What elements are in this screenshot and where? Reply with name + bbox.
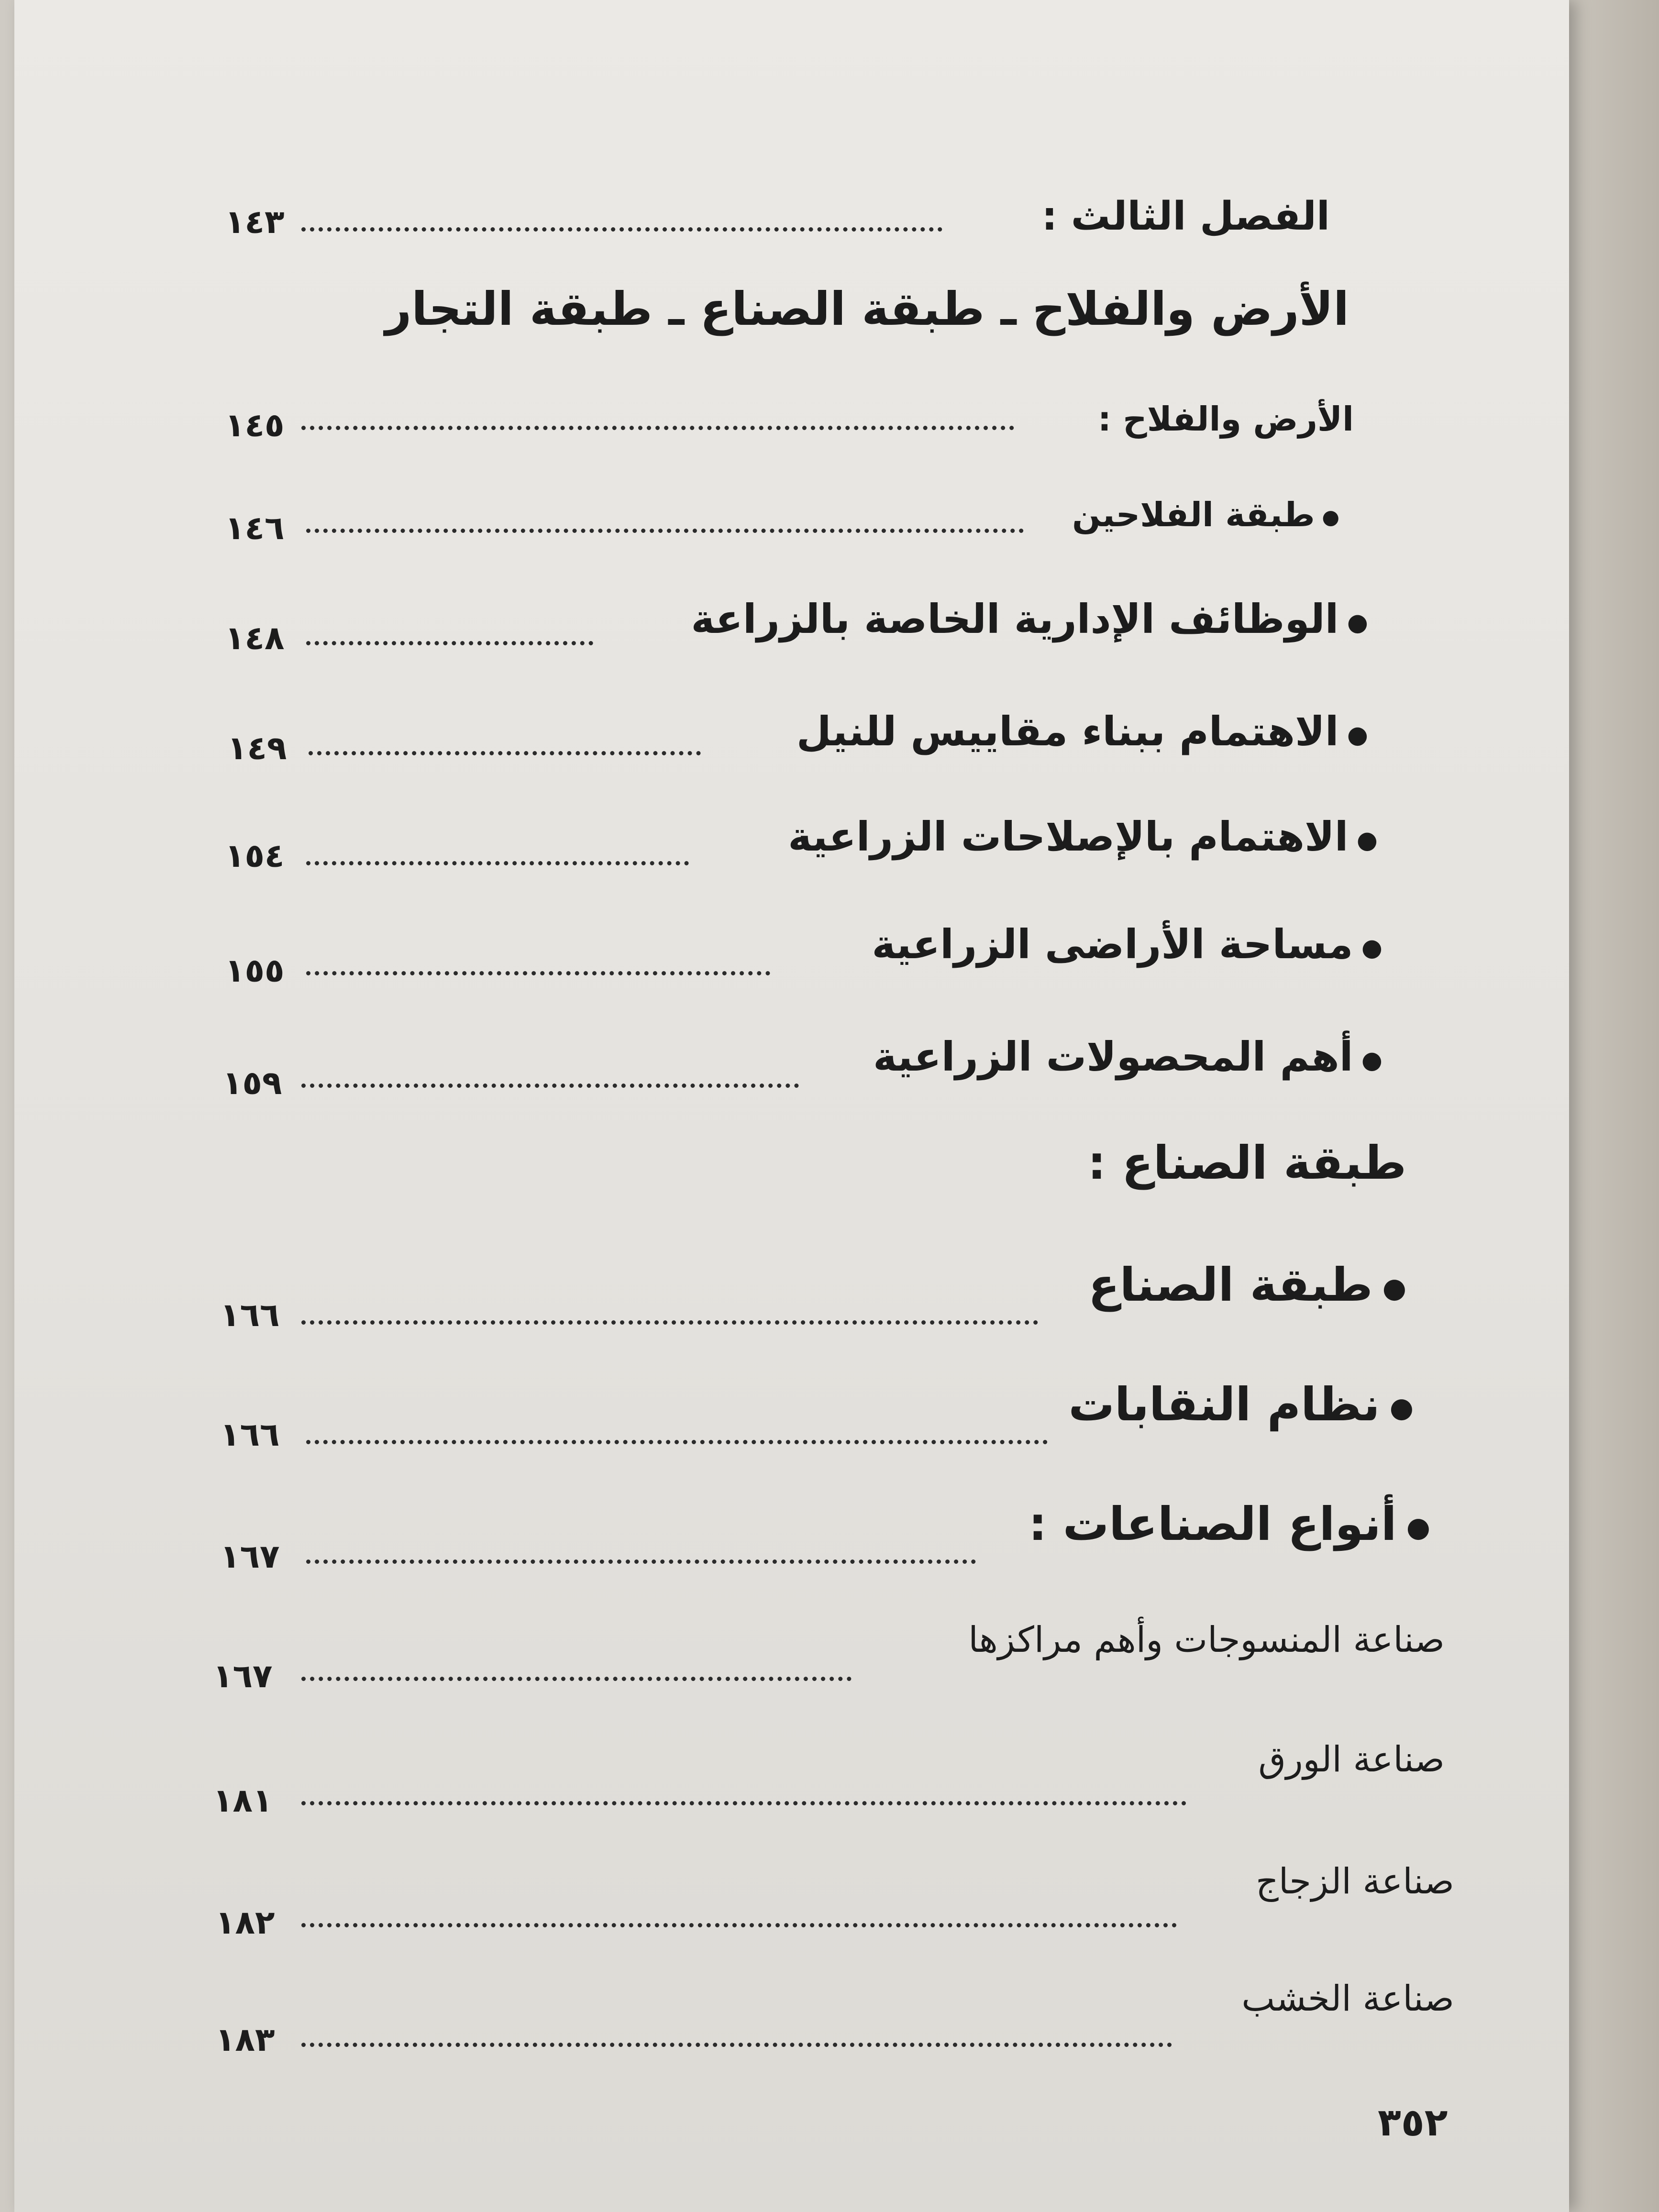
toc-entry-peasants: ● طبقة الفلاحين [1072,495,1339,534]
toc-dots [306,529,1024,533]
toc-entry-industry-types: ● أنواع الصناعات : [1029,1497,1430,1551]
toc-dots [306,641,593,645]
toc-entry-crops: ● أهم المحصولات الزراعية [873,1033,1382,1080]
toc-page: ١٤٥ [225,407,285,444]
toc-page: ١٦٦ [220,1296,280,1334]
toc-dots [301,1084,799,1088]
toc-dots [309,751,701,755]
toc-page: ١٥٤ [225,837,285,875]
toc-entry-textiles: صناعة المنسوجات وأهم مراكزها [968,1619,1445,1660]
toc-page: ١٥٥ [225,952,285,990]
chapter-page: ١٤٣ [225,203,285,241]
toc-page: ١٦٧ [213,1658,273,1695]
toc-page: ١٦٧ [220,1538,280,1576]
book-page [14,0,1569,2212]
toc-page: ١٨١ [213,1782,273,1820]
toc-entry-land-farmer: الأرض والفلاح : [1097,399,1354,439]
toc-entry-guilds: ● نظام النقابات [1068,1378,1414,1431]
toc-dots [301,426,1014,430]
toc-page: ١٦٦ [220,1416,280,1454]
toc-page: ١٤٩ [227,730,287,767]
chapter-dots [301,227,942,232]
toc-entry-glass: صناعة الزجاج [1255,1861,1454,1902]
toc-dots [301,2043,1172,2047]
toc-dots [301,1320,1038,1325]
toc-dots [301,1677,852,1681]
toc-dots [306,861,689,865]
book-edge [1569,0,1659,2212]
page-number: ٣٥٢ [1378,2100,1448,2145]
toc-entry-paper: صناعة الورق [1258,1739,1445,1780]
chapter-title: الأرض والفلاح ـ طبقة الصناع ـ طبقة التجار [385,282,1349,336]
toc-entry-nilometers: ● الاهتمام ببناء مقاييس للنيل [796,708,1368,755]
toc-entry-craftsmen: ● طبقة الصناع [1088,1258,1406,1312]
toc-dots [301,1801,1186,1805]
toc-entry-admin-jobs: ● الوظائف الإدارية الخاصة بالزراعة [691,596,1368,642]
toc-dots [306,1559,976,1564]
toc-page: ١٨٢ [215,1904,275,1942]
toc-dots [306,1440,1048,1444]
toc-dots [301,1923,1177,1927]
chapter-label: الفصل الثالث : [1041,194,1330,239]
toc-page: ١٨٣ [215,2021,275,2059]
toc-entry-land-area: ● مساحة الأراضى الزراعية [872,921,1382,968]
toc-dots [306,971,770,975]
toc-page: ١٤٨ [225,619,285,657]
section-heading-craftsmen: طبقة الصناع : [1087,1136,1406,1190]
toc-page: ١٥٩ [222,1064,282,1102]
toc-entry-reforms: ● الاهتمام بالإصلاحات الزراعية [788,813,1378,860]
toc-entry-wood: صناعة الخشب [1241,1978,1454,2019]
toc-page: ١٤٦ [225,509,285,547]
